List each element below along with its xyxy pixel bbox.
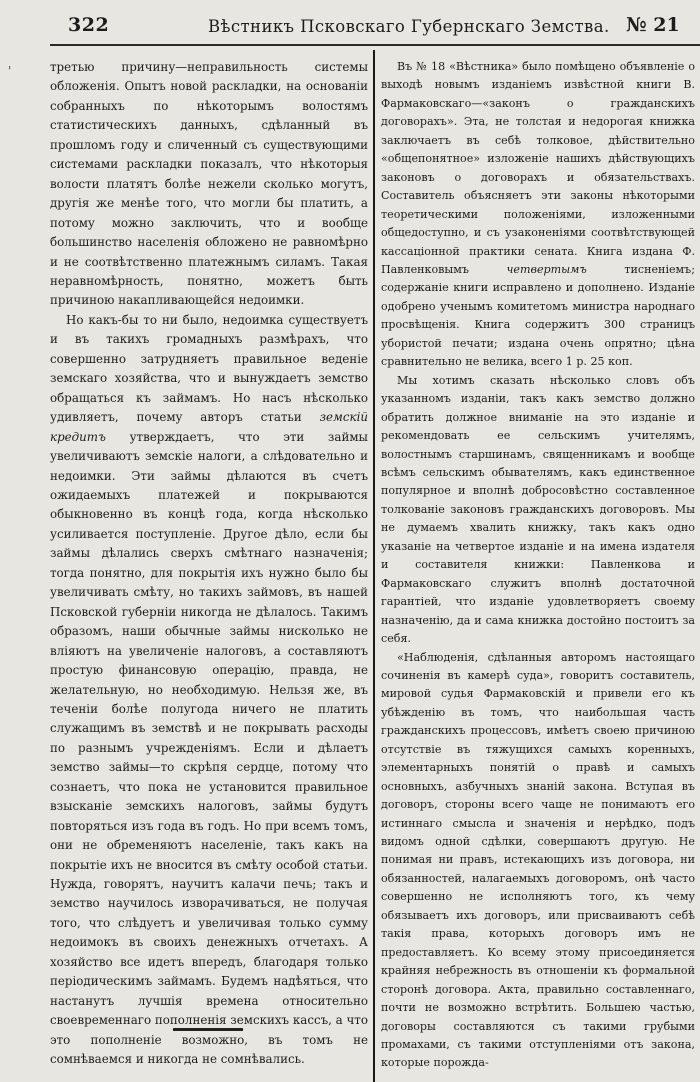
margin-mark: ' xyxy=(8,64,12,78)
right-paragraph-1 xyxy=(381,58,695,372)
right-paragraph-1-part-a: Въ № 18 «Вѣстника» было помѣщено объявленіе о выходѣ новымъ изданіемъ извѣстной книги В. Фармаковскаго—«законъ о гражданскихъ договорахъ». Эта, не толстая и недорогая книжка заключаетъ въ себѣ толковое, дѣйствительно «общепонятное» изложеніе нашихъ дѣйствующихъ законовъ о договорахъ и обязательствахъ. Составитель объясняетъ эти законы нѣкоторыми теоретическими положеніями, изложенными общедоступно, и съ узаконеніями соотвѣтствующей кассаціонной практики сената. Книга издана Ф. Павленковымъ xyxy=(381,60,695,276)
right-column xyxy=(381,58,695,1073)
column-divider xyxy=(373,50,375,1082)
left-paragraph-1: третью причину—неправильность системы обложенія. Опытъ новой раскладки, на основаніи собранныхъ по нѣкоторымъ волостямъ статистическихъ данныхъ, сдѣланный въ прошломъ году и сличенный съ существующими системами раскладки показалъ, что нѣкоторыя волости платятъ болѣе нежели сколько могутъ, другія же менѣе того, что могли бы платить, а потому можно заключить, что и вообще большинство населенія обложено не равномѣрно и не соотвѣтственно платежнымъ силамъ. Такая неравномѣрность, понятно, можетъ быть причиною накапливающейся недоимки. xyxy=(50,60,368,308)
left-paragraph-2-part-a: Но какъ-бы то ни было, недоимка существуетъ и въ такихъ громадныхъ размѣрахъ, что совершенно затрудняетъ правильное веденіе земскаго хозяйства, что и вынуждаетъ земство обращаться къ займамъ. Но насъ нѣсколько удивляетъ, почему авторъ статьи xyxy=(50,312,368,425)
issue-number: № 21 xyxy=(626,14,680,36)
left-paragraph-2-part-b: утверждаетъ, что эти займы увеличиваютъ земскіе налоги, а слѣдовательно и недоимки. Эти займы дѣлаются въ счетъ ожидаемыхъ платежей и покрываются обыкновенно въ концѣ года, когда нѣсколько усиливается поступленіе. Другое дѣло, если бы займы дѣлались сверхъ смѣтнаго назначенія; тогда понятно, для покрытія ихъ нужно было бы увеличивать смѣту, но такихъ займовъ, въ нашей Псковской губерніи никогда не дѣлалось. Такимъ образомъ, наши обычные займы нисколько не вліяютъ на увеличеніе налоговъ, а составляютъ простую финансовую операцію, правда, не желательную, но необходимую. Нельзя же, въ теченіи болѣе полугода ничего не платить служащимъ въ земствѣ и не покрывать расходы по разнымъ учрежденіямъ. Если и дѣлаетъ земство займы—то скрѣпя сердце, потому что сознаетъ, что пока не установится правильное взысканіе земскихъ налоговъ, займы будутъ повторяться изъ года въ годъ. Но при всемъ томъ, они не обременяютъ населеніе, такъ какъ на покрытіе ихъ не вносится въ смѣту особой статьи. Нужда, говорятъ, научитъ калачи печь; такъ и земство научилось изворачиваться, не получая того, что слѣдуетъ и увеличивая только сумму недоимокъ въ своихъ денежныхъ отчетахъ. А хозяйство все идетъ впередъ, благодаря только періодическимъ займамъ. Будемъ надѣяться, что настанутъ лучшія времена относительно своевременнаго пополненія земскихъ кассъ, а что это пополненіе возможно, въ томъ не сомнѣваемся и никогда не сомнѣвались. xyxy=(50,429,368,1067)
journal-title: Вѣстникъ Псковскаго Губернскаго Земства. xyxy=(208,17,610,36)
right-paragraph-3: «Наблюденія, сдѣланныя авторомъ настоящаго сочиненія въ камерѣ суда», говоритъ составитель, мировой судья Фармаковскій и привели его къ убѣжденію въ томъ, что наибольшая часть гражданскихъ процессовъ, имѣетъ своею причиною отсутствіе въ тяжущихся самыхъ коренныхъ, элементарныхъ понятій о правѣ и самыхъ основныхъ, азбучныхъ знаній закона. Вступая въ договоръ, стороны всего чаще не понимаютъ его истиннаго смысла и значенія и нерѣдко, подъ видомъ одной сдѣлки, совершаютъ другую. Не понимая ни правъ, истекающихъ изъ договора, ни обязанностей, налагаемыхъ договоромъ, онѣ часто совершенно не исполняютъ того, къ чему обязываетъ ихъ договоръ, или присваиваютъ себѣ такія права, которыхъ договоръ имъ не предоставляетъ. Ко всему этому присоединяется крайняя небрежность въ отношеніи къ формальной сторонѣ договора. Акта, правильно составленнаго, почти не возможно встрѣтить. Большею частью, договоры составляются съ такими грубыми промахами, съ такими отступленіями отъ закона, которые порожда- xyxy=(381,650,695,1070)
right-paragraph-2: Мы хотимъ сказать нѣсколько словъ объ указанномъ изданіи, такъ какъ земство должно обратить должное вниманіе на это изданіе и рекомендовать ее сельскимъ учителямъ, волостнымъ старшинамъ, священникамъ и вообще всѣмъ сельскимъ обывателямъ, какъ единственное популярное и вполнѣ добросовѣстно составленное толкованіе законовъ гражданскихъ договоровъ. Мы не думаемъ хвалить книжку, такъ какъ одно указаніе на четвертое изданіе и на имена издателя и составителя книжки: Павленкова и Фармаковскаго служитъ вполнѣ достаточной гарантіей, что изданіе удовлетворяетъ своему назначенію, да и сама книжка достойно постоитъ за себя. xyxy=(381,373,695,646)
italic-term-chetvertym: четвертымъ xyxy=(506,262,587,276)
header-rule xyxy=(50,44,700,46)
page-header xyxy=(0,10,700,42)
left-column xyxy=(50,58,368,1070)
italic-term-zemsky-kredit: земскій кредитъ xyxy=(50,410,368,444)
left-paragraph-2 xyxy=(50,311,368,1070)
right-paragraph-1-part-b: тисненіемъ; содержаніе книги исправлено и дополнено. Изданіе одобрено ученымъ комитетомъ министра народнаго просвѣщенія. Книга содержитъ 300 страницъ убористой печати; издана очень опрятно; цѣна сравнительно не велика, всего 1 р. 25 коп. xyxy=(381,262,695,369)
page-number: 322 xyxy=(68,14,110,36)
article-end-rule xyxy=(173,1028,243,1031)
